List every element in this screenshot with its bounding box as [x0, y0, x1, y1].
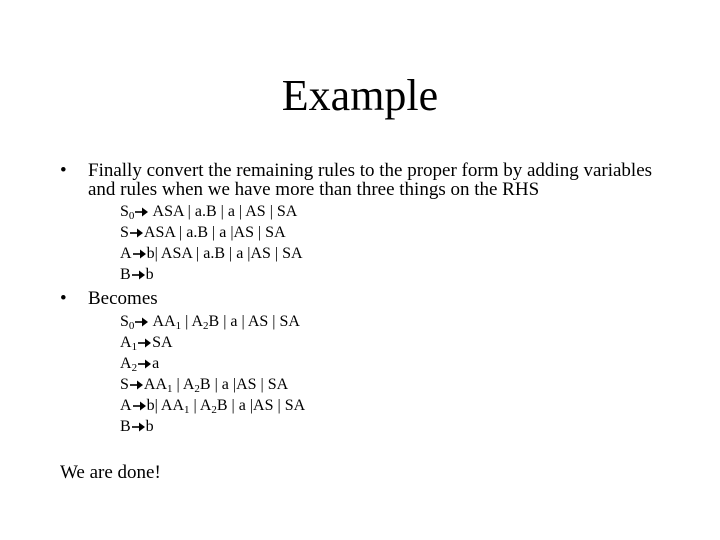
rule-text: AA [149, 313, 176, 330]
grammar-rule [120, 416, 305, 437]
subscript: 2 [211, 404, 217, 416]
rules-after-list [120, 311, 305, 437]
arrow-icon [135, 207, 148, 217]
rule-text: B | a |AS | SA [199, 376, 289, 393]
closing-text: We are done! [60, 462, 161, 483]
rule-text: B [120, 266, 131, 283]
rule-text: SA [152, 334, 173, 351]
slide-title: Example [281, 71, 439, 120]
subscript: 2 [131, 362, 138, 374]
subscript: 0 [128, 210, 135, 222]
rule-text: ASA | a.B | a | AS | SA [149, 203, 298, 220]
bullet-text-line-2: and rules when we have more than three things on the RHS [88, 179, 540, 200]
subscript: 1 [175, 320, 182, 332]
rule-text: A [120, 245, 132, 262]
arrow-icon [138, 338, 151, 348]
bullet-text: Becomes [88, 288, 158, 309]
rules-before-list [120, 201, 303, 285]
rule-text: B | a |AS | SA [216, 397, 306, 414]
rule-text: B | a | AS | SA [208, 313, 300, 330]
arrow-icon [135, 317, 148, 327]
bullet-marker: • [60, 160, 67, 181]
grammar-rule [120, 264, 303, 285]
rule-text: | A [172, 376, 195, 393]
rule-text: A [120, 355, 132, 372]
arrow-icon [132, 270, 145, 280]
rule-text: a [152, 355, 160, 372]
subscript: 2 [194, 383, 200, 395]
rule-text: | A [181, 313, 204, 330]
bullet-text-line-1: Finally convert the remaining rules to the proper form by adding variables [88, 160, 653, 181]
rule-text: ASA | a.B | a |AS | SA [143, 224, 286, 241]
grammar-rule [120, 311, 305, 332]
rule-text: S [120, 224, 129, 241]
rule-text: b [145, 266, 154, 283]
subscript: 1 [167, 383, 173, 395]
arrow-icon [130, 380, 143, 390]
rule-text: A [120, 397, 132, 414]
subscript: 1 [131, 341, 138, 353]
rule-text: S [120, 376, 129, 393]
grammar-rule [120, 374, 305, 395]
subscript: 2 [203, 320, 209, 332]
rule-text: | A [189, 397, 212, 414]
rule-text: A [120, 334, 132, 351]
subscript: 0 [128, 320, 135, 332]
arrow-icon [138, 359, 151, 369]
rule-text: b| AA [146, 397, 184, 414]
subscript: 1 [184, 404, 190, 416]
rule-text: AA [143, 376, 168, 393]
rule-text: B [120, 418, 131, 435]
rule-text: b [145, 418, 154, 435]
grammar-rule [120, 222, 303, 243]
grammar-rule [120, 243, 303, 264]
grammar-rule [120, 201, 303, 222]
rule-text: S [120, 203, 129, 220]
rule-text: S [120, 313, 129, 330]
rule-text: b| ASA | a.B | a |AS | SA [146, 245, 303, 262]
grammar-rule [120, 332, 305, 353]
arrow-icon [132, 422, 145, 432]
grammar-rule [120, 353, 305, 374]
arrow-icon [130, 228, 143, 238]
bullet-marker: • [60, 288, 67, 309]
arrow-icon [133, 249, 146, 259]
grammar-rule [120, 395, 305, 416]
arrow-icon [133, 401, 146, 411]
